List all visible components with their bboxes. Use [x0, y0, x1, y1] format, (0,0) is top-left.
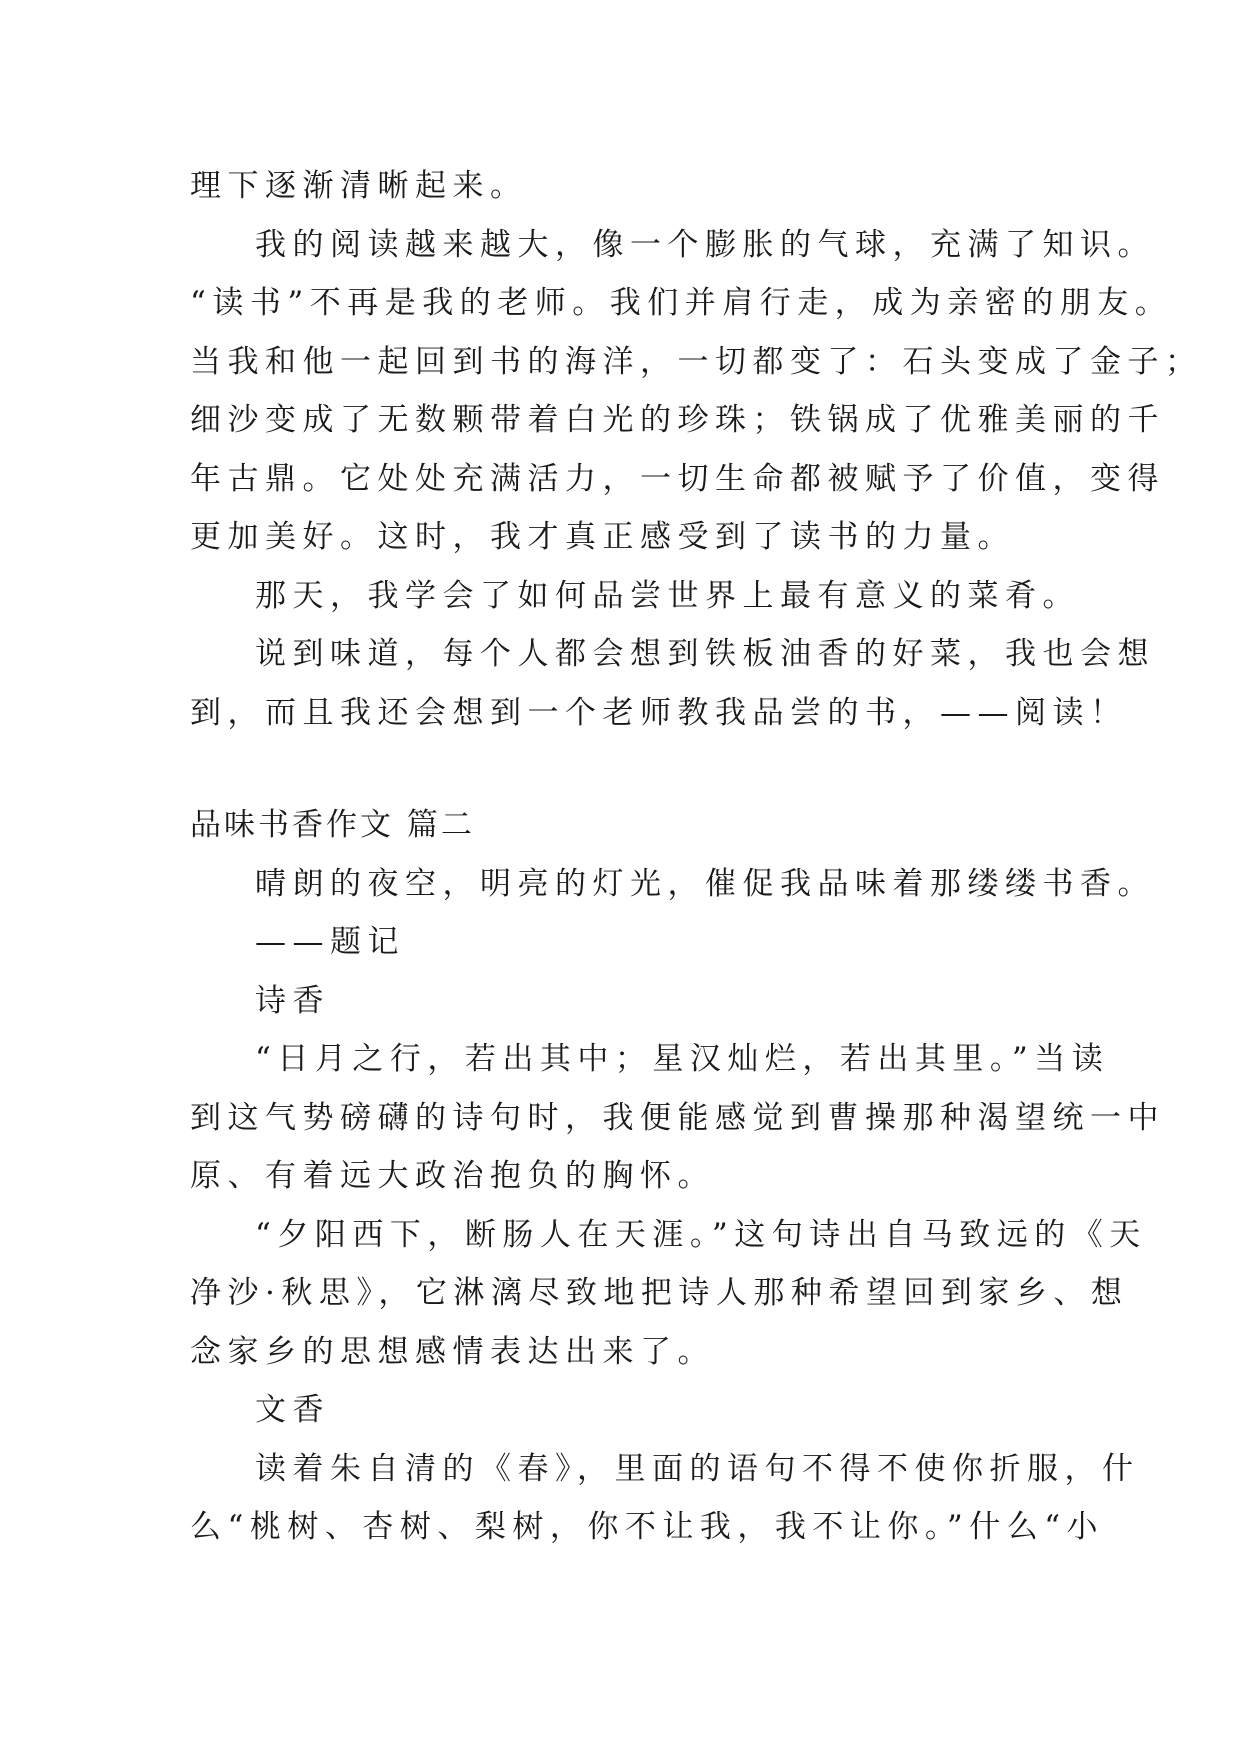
text-line: “读书”不再是我的老师。我们并肩行走，成为亲密的朋友。 [190, 285, 1173, 321]
text-line: 年古鼎。它处处充满活力，一切生命都被赋予了价值，变得 [190, 460, 1165, 497]
subheading-prose: 文香 [255, 1392, 330, 1428]
text-line: “日月之行，若出其中；星汉灿烂，若出其里。”当读 [255, 1041, 1110, 1077]
essay-section-one [190, 157, 1203, 742]
text-line: “夕阳西下，断肠人在天涯。”这句诗出自马致远的《天 [255, 1216, 1147, 1253]
text-line: 原、有着远大政治抱负的胸怀。 [190, 1158, 715, 1194]
text-line: 念家乡的思想感情表达出来了。 [190, 1333, 715, 1370]
text-line: 到这气势磅礴的诗句时，我便能感觉到曹操那种渴望统一中 [190, 1099, 1165, 1136]
text-line: 细沙变成了无数颗带着白光的珍珠；铁锅成了优雅美丽的千 [190, 402, 1165, 438]
text-line: 我的阅读越来越大，像一个膨胀的气球，充满了知识。 [255, 226, 1155, 263]
section-heading: 品味书香作文 篇二 [190, 807, 475, 843]
text-line: ——题记 [255, 924, 405, 960]
subheading-poetry: 诗香 [255, 982, 330, 1019]
text-line: 那天，我学会了如何品尝世界上最有意义的菜肴。 [255, 577, 1080, 614]
text-line: 更加美好。这时，我才真正感受到了读书的力量。 [190, 519, 1015, 555]
text-line: 净沙·秋思》，它淋漓尽致地把诗人那种希望回到家乡、想 [190, 1275, 1129, 1311]
essay-section-two [190, 796, 1165, 1557]
text-line: 说到味道，每个人都会想到铁板油香的好菜，我也会想 [255, 636, 1155, 672]
text-line: 当我和他一起回到书的海洋，一切都变了：石头变成了金子； [190, 343, 1203, 380]
text-line: 晴朗的夜空，明亮的灯光，催促我品味着那缕缕书香。 [255, 865, 1155, 902]
text-line: 理下逐渐清晰起来。 [190, 168, 528, 204]
text-line: 到，而且我还会想到一个老师教我品尝的书，——阅读！ [190, 694, 1128, 731]
text-line: 么“桃树、杏树、梨树，你不让我，我不让你。”什么“小 [190, 1509, 1105, 1545]
text-line: 读着朱自清的《春》，里面的语句不得不使你折服，什 [255, 1450, 1140, 1487]
